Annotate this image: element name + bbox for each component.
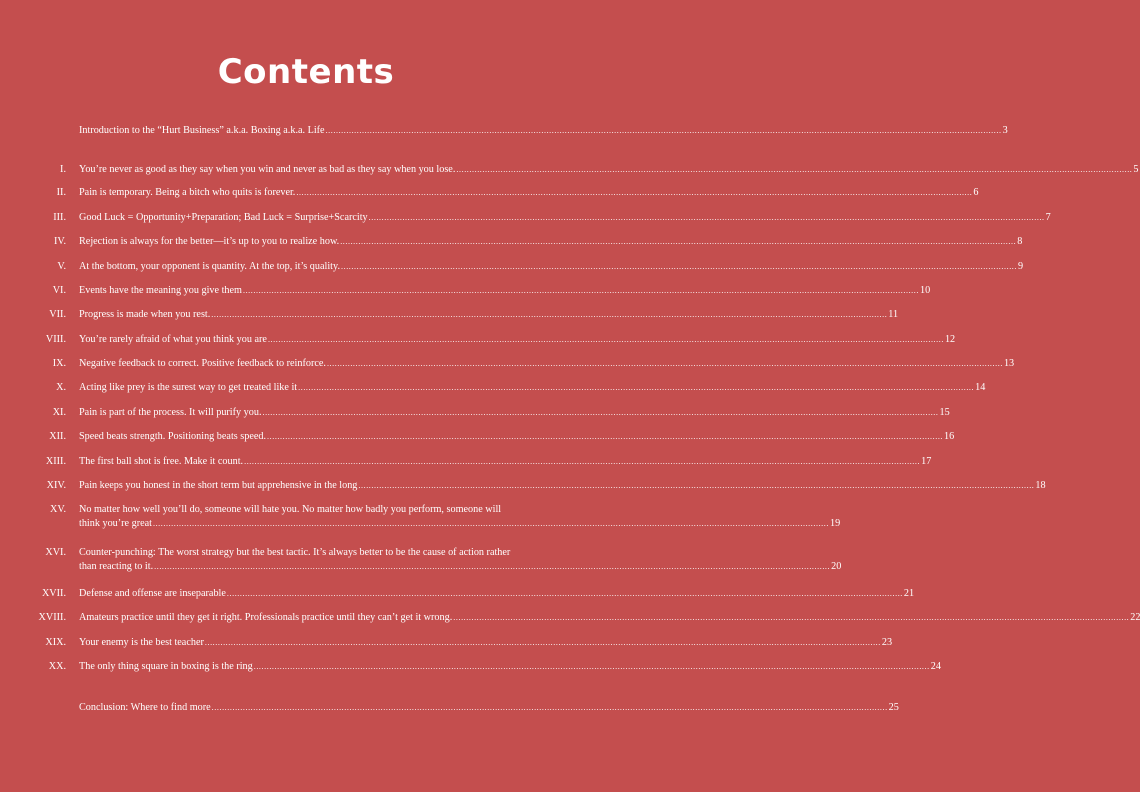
entry-line: [79, 284, 931, 298]
chapter-number: V.: [57, 261, 66, 272]
chapter-number: X.: [56, 382, 66, 393]
page-number: 20: [831, 561, 842, 572]
dot-leader: ....................................................................................................................................................................................................................................................................: [267, 432, 944, 441]
page-number: 8: [1017, 236, 1023, 247]
entry-title: Counter-punching: The worst strategy but the best tactic. It’s always better to be the cause of action rather: [79, 547, 511, 558]
entry-line: [79, 701, 899, 715]
page-number: 10: [919, 285, 931, 296]
entry-line: [79, 611, 1140, 625]
entry-line: [79, 308, 899, 322]
page-number: 23: [881, 637, 893, 648]
page-number: 5: [1133, 164, 1139, 175]
page-number: 9: [1018, 261, 1024, 272]
entry-line: [79, 163, 1139, 177]
chapter-number: XII.: [49, 431, 66, 442]
entry-line: [79, 357, 1015, 371]
chapter-number: XVIII.: [38, 612, 66, 623]
page-number: 19: [829, 518, 841, 529]
entry-title: Defense and offense are inseparable: [79, 588, 226, 599]
entry-line: [79, 211, 1051, 225]
chapter-number: XIII.: [45, 456, 66, 467]
dot-leader: ....................................................................................................................................................................................................................................................................: [226, 589, 903, 598]
dot-leader: ....................................................................................................................................................................................................................................................................: [244, 457, 921, 466]
entry-line: [79, 260, 1024, 274]
dot-leader: ....................................................................................................................................................................................................................................................................: [368, 213, 1045, 222]
page-number: 15: [939, 407, 950, 418]
dot-leader: ....................................................................................................................................................................................................................................................................: [298, 383, 975, 392]
entry-title: At the bottom, your opponent is quantity. At the top, it’s quality.: [79, 261, 340, 272]
entry-line: [79, 479, 1046, 493]
chapter-number: II.: [56, 187, 66, 198]
entry-title: think you’re great: [79, 518, 152, 529]
dot-leader: ....................................................................................................................................................................................................................................................................: [456, 165, 1133, 174]
entry-title: Your enemy is the best teacher: [79, 637, 204, 648]
page-number: 6: [973, 187, 979, 198]
chapter-number: VIII.: [45, 334, 66, 345]
page-number: 18: [1035, 480, 1046, 491]
entry-line: [79, 660, 941, 674]
entry-title: Speed beats strength. Positioning beats speed.: [79, 431, 267, 442]
entry-line: [79, 235, 1023, 249]
dot-leader: ....................................................................................................................................................................................................................................................................: [211, 703, 888, 712]
page-title: Contents: [217, 52, 395, 92]
dot-leader: ....................................................................................................................................................................................................................................................................: [341, 262, 1017, 271]
chapter-number: IX.: [52, 358, 66, 369]
dot-leader: ....................................................................................................................................................................................................................................................................: [242, 286, 919, 295]
dot-leader: ....................................................................................................................................................................................................................................................................: [262, 408, 939, 417]
dot-leader: ....................................................................................................................................................................................................................................................................: [204, 638, 881, 647]
entry-title: Acting like prey is the surest way to get treated like it: [79, 382, 298, 393]
entry-line: [79, 333, 956, 347]
entry-title: You’re never as good as they say when you win and never as bad as they say when you lose.: [79, 164, 456, 175]
entry-title: Rejection is always for the better—it’s up to you to realize how.: [79, 236, 340, 247]
dot-leader: ....................................................................................................................................................................................................................................................................: [358, 481, 1035, 490]
page-number: 21: [903, 588, 915, 599]
entry-title: Good Luck = Opportunity+Preparation; Bad Luck = Surprise+Scarcity: [79, 212, 368, 223]
chapter-number: XV.: [50, 504, 66, 515]
page-number: 11: [888, 309, 899, 320]
chapter-number: IV.: [54, 236, 66, 247]
dot-leader: ....................................................................................................................................................................................................................................................................: [453, 613, 1130, 622]
chapter-number: I.: [60, 164, 66, 175]
page-number: 13: [1003, 358, 1015, 369]
entry-title: Negative feedback to correct. Positive feedback to reinforce.: [79, 358, 326, 369]
entry-title: No matter how well you’ll do, someone will hate you. No matter how badly you perform, someone will: [79, 504, 502, 515]
page-number: 25: [888, 702, 899, 713]
page-number: 14: [975, 382, 986, 393]
entry-title: The first ball shot is free. Make it count.: [79, 456, 244, 467]
entry-line: [79, 517, 841, 531]
chapter-number: XVII.: [41, 588, 66, 599]
entry-title: than reacting to it.: [79, 561, 154, 572]
entry-title: Pain is temporary. Being a bitch who quits is forever.: [79, 187, 296, 198]
entry-line: [79, 503, 569, 517]
page-number: 3: [1002, 125, 1008, 136]
entry-title: Amateurs practice until they get it right. Professionals practice until they can’t get it wrong.: [79, 612, 453, 623]
dot-leader: ....................................................................................................................................................................................................................................................................: [326, 359, 1003, 368]
page-number: 7: [1045, 212, 1051, 223]
entry-title: Events have the meaning you give them: [79, 285, 242, 296]
chapter-number: XIV.: [46, 480, 66, 491]
chapter-number: XX.: [48, 661, 66, 672]
entry-line: [79, 560, 842, 574]
entry-title: You’re rarely afraid of what you think you are: [79, 334, 267, 345]
dot-leader: ....................................................................................................................................................................................................................................................................: [325, 126, 1002, 135]
dot-leader: ....................................................................................................................................................................................................................................................................: [267, 335, 944, 344]
chapter-number: III.: [53, 212, 66, 223]
page-number: 24: [930, 661, 941, 672]
entry-line: [79, 430, 955, 444]
dot-leader: ....................................................................................................................................................................................................................................................................: [211, 310, 888, 319]
entry-title: Conclusion: Where to find more: [79, 702, 211, 713]
dot-leader: ....................................................................................................................................................................................................................................................................: [152, 519, 829, 528]
entry-line: [79, 455, 932, 469]
entry-title: Pain is part of the process. It will purify you.: [79, 407, 262, 418]
entry-line: [79, 124, 1008, 138]
dot-leader: ....................................................................................................................................................................................................................................................................: [296, 188, 973, 197]
entry-line: [79, 546, 569, 560]
page-number: 22: [1130, 612, 1140, 623]
entry-line: [79, 406, 950, 420]
chapter-number: XIX.: [45, 637, 66, 648]
dot-leader: ....................................................................................................................................................................................................................................................................: [340, 237, 1017, 246]
entry-title: Introduction to the “Hurt Business” a.k.a. Boxing a.k.a. Life: [79, 125, 325, 136]
entry-title: Pain keeps you honest in the short term but apprehensive in the long: [79, 480, 358, 491]
entry-title: The only thing square in boxing is the ring: [79, 661, 253, 672]
page-number: 12: [944, 334, 956, 345]
entry-title: Progress is made when you rest.: [79, 309, 211, 320]
entry-line: [79, 587, 915, 601]
dot-leader: ....................................................................................................................................................................................................................................................................: [253, 662, 930, 671]
entry-line: [79, 381, 986, 395]
chapter-number: VII.: [49, 309, 66, 320]
page-number: 16: [944, 431, 955, 442]
chapter-number: XVI.: [45, 547, 66, 558]
dot-leader: ....................................................................................................................................................................................................................................................................: [154, 562, 831, 571]
chapter-number: VI.: [52, 285, 66, 296]
entry-line: [79, 636, 893, 650]
entry-line: [79, 186, 979, 200]
chapter-number: XI.: [52, 407, 66, 418]
page-number: 17: [921, 456, 932, 467]
